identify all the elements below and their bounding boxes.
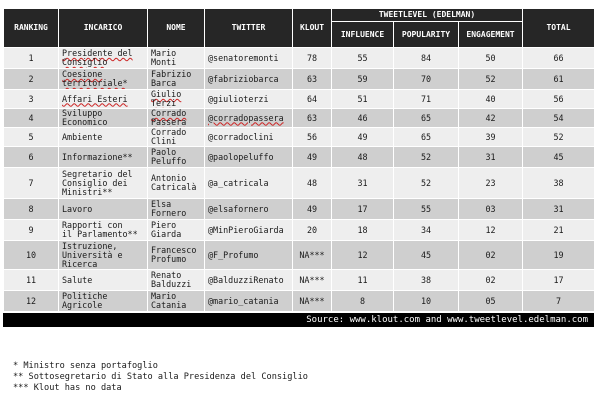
nome-cell-line: Catricalà — [151, 182, 197, 192]
nome-cell — [148, 90, 205, 109]
nome-cell — [148, 199, 205, 220]
popularity-cell: 10 — [394, 291, 459, 312]
nome-cell-line: Corrado — [151, 127, 187, 137]
twitter-cell: @paolopeluffo — [205, 147, 293, 168]
klout-cell: 63 — [293, 69, 332, 90]
twitter-cell: @corradopassera — [205, 109, 293, 128]
engagement-cell: 40 — [459, 90, 523, 109]
table-row — [4, 220, 595, 241]
incarico-cell-line: Ambiente — [62, 131, 103, 142]
total-cell: 21 — [523, 220, 595, 241]
table-row — [4, 291, 595, 312]
table-row — [4, 48, 595, 69]
total-cell: 17 — [523, 270, 595, 291]
popularity-cell: 84 — [394, 48, 459, 69]
ranking-table-container — [3, 8, 594, 327]
popularity-cell: 70 — [394, 69, 459, 90]
incarico-cell-line: Salute — [62, 274, 93, 285]
total-cell: 56 — [523, 90, 595, 109]
klout-cell: NA*** — [293, 291, 332, 312]
nome-cell — [148, 69, 205, 90]
footnote: ** Sottosegretario di Stato alla Presidenza del Consiglio — [13, 372, 308, 382]
incarico-cell-line: Consiglio — [62, 57, 108, 67]
table-row — [4, 241, 595, 270]
klout-cell: NA*** — [293, 241, 332, 270]
twitter-cell: @senatoremonti — [205, 48, 293, 69]
header-twitter: TWITTER — [205, 9, 293, 48]
nome-cell-line: Clini — [151, 136, 177, 146]
ranking-cell: 9 — [4, 220, 59, 241]
incarico-cell-line: Politiche — [62, 291, 108, 301]
engagement-cell: 03 — [459, 199, 523, 220]
influence-cell: 55 — [332, 48, 394, 69]
table-row — [4, 109, 595, 128]
twitter-cell: @MinPieroGiarda — [205, 220, 293, 241]
header-nome: NOME — [148, 9, 205, 48]
popularity-cell: 71 — [394, 90, 459, 109]
nome-cell-line: Barca — [151, 78, 177, 88]
nome-cell — [148, 48, 205, 69]
influence-cell: 8 — [332, 291, 394, 312]
engagement-cell: 31 — [459, 147, 523, 168]
incarico-cell-line: Economico — [62, 117, 108, 127]
engagement-cell: 23 — [459, 168, 523, 199]
ranking-cell: 12 — [4, 291, 59, 312]
nome-cell-line: Giulio — [151, 89, 182, 99]
header-klout: KLOUT — [293, 9, 332, 48]
incarico-cell — [59, 69, 148, 90]
klout-cell: NA*** — [293, 270, 332, 291]
incarico-cell — [59, 270, 148, 291]
nome-cell-line: Peluffo — [151, 156, 187, 166]
popularity-cell: 52 — [394, 147, 459, 168]
influence-cell: 46 — [332, 109, 394, 128]
incarico-cell — [59, 128, 148, 147]
header-engagement: ENGAGEMENT — [459, 22, 523, 48]
ranking-cell: 4 — [4, 109, 59, 128]
nome-cell-line: Monti — [151, 57, 177, 67]
nome-cell-line: Elsa — [151, 199, 172, 209]
table-row — [4, 199, 595, 220]
influence-cell: 17 — [332, 199, 394, 220]
influence-cell: 18 — [332, 220, 394, 241]
table-row — [4, 168, 595, 199]
engagement-cell: 02 — [459, 241, 523, 270]
incarico-cell — [59, 291, 148, 312]
header-total: TOTAL — [523, 9, 595, 48]
ranking-table-body — [4, 48, 595, 312]
influence-cell: 31 — [332, 168, 394, 199]
klout-cell: 49 — [293, 199, 332, 220]
influence-cell: 12 — [332, 241, 394, 270]
engagement-cell: 12 — [459, 220, 523, 241]
incarico-cell-line: Ministri** — [62, 186, 113, 197]
nome-cell — [148, 291, 205, 312]
klout-cell: 56 — [293, 128, 332, 147]
incarico-cell-line: Segretario del — [62, 168, 133, 179]
total-cell: 61 — [523, 69, 595, 90]
ranking-cell: 1 — [4, 48, 59, 69]
klout-cell: 78 — [293, 48, 332, 69]
total-cell: 31 — [523, 199, 595, 220]
ranking-cell: 6 — [4, 147, 59, 168]
incarico-cell-line: Istruzione, — [62, 240, 118, 251]
influence-cell: 11 — [332, 270, 394, 291]
incarico-cell — [59, 199, 148, 220]
nome-cell-line: Mario — [151, 291, 177, 301]
table-row — [4, 69, 595, 90]
incarico-cell — [59, 241, 148, 270]
incarico-cell-line: Informazione** — [62, 151, 133, 162]
incarico-cell — [59, 109, 148, 128]
total-cell: 66 — [523, 48, 595, 69]
ranking-cell: 10 — [4, 241, 59, 270]
total-cell: 19 — [523, 241, 595, 270]
header-tweetlevel: TWEETLEVEL (EDELMAN) — [332, 9, 523, 22]
popularity-cell: 65 — [394, 128, 459, 147]
twitter-cell: @BalduzziRenato — [205, 270, 293, 291]
influence-cell: 48 — [332, 147, 394, 168]
nome-cell-line: Profumo — [151, 254, 187, 264]
nome-cell-line: Renato — [151, 270, 182, 280]
engagement-cell: 39 — [459, 128, 523, 147]
influence-cell: 49 — [332, 128, 394, 147]
nome-cell-line: Fornero — [151, 208, 187, 218]
total-cell: 38 — [523, 168, 595, 199]
nome-cell — [148, 128, 205, 147]
incarico-cell-line: territoriale* — [62, 78, 128, 88]
twitter-cell: @corradoclini — [205, 128, 293, 147]
klout-cell: 64 — [293, 90, 332, 109]
ranking-cell: 3 — [4, 90, 59, 109]
nome-cell-line: Balduzzi — [151, 279, 192, 289]
nome-cell-line: Francesco — [151, 245, 197, 255]
source-bar: Source: www.klout.com and www.tweetlevel.edelman.com — [3, 313, 594, 327]
nome-cell-line: Passera — [151, 117, 187, 127]
header-ranking: RANKING — [4, 9, 59, 48]
total-cell: 7 — [523, 291, 595, 312]
table-row — [4, 128, 595, 147]
nome-cell-line: Corrado — [151, 108, 187, 118]
ranking-cell: 5 — [4, 128, 59, 147]
nome-cell-line: Giarda — [151, 229, 182, 239]
nome-cell — [148, 147, 205, 168]
twitter-cell: @a_catricala — [205, 168, 293, 199]
nome-cell-line: Mario — [151, 48, 177, 58]
klout-cell: 20 — [293, 220, 332, 241]
nome-cell — [148, 241, 205, 270]
header-popularity: POPULARITY — [394, 22, 459, 48]
nome-cell — [148, 270, 205, 291]
nome-cell-line: Piero — [151, 220, 177, 230]
klout-cell: 48 — [293, 168, 332, 199]
popularity-cell: 65 — [394, 109, 459, 128]
engagement-cell: 05 — [459, 291, 523, 312]
engagement-cell: 02 — [459, 270, 523, 291]
header-influence: INFLUENCE — [332, 22, 394, 48]
ranking-cell: 2 — [4, 69, 59, 90]
total-cell: 52 — [523, 128, 595, 147]
header-incarico: INCARICO — [59, 9, 148, 48]
nome-cell-line: Catania — [151, 300, 187, 310]
incarico-cell-line: Università e — [62, 249, 123, 260]
total-cell: 54 — [523, 109, 595, 128]
popularity-cell: 34 — [394, 220, 459, 241]
influence-cell: 59 — [332, 69, 394, 90]
footnote: *** Klout has no data — [13, 383, 122, 393]
ranking-cell: 8 — [4, 199, 59, 220]
total-cell: 45 — [523, 147, 595, 168]
header-row-top — [4, 9, 595, 22]
ranking-cell: 7 — [4, 168, 59, 199]
incarico-cell-line: Rapporti con — [62, 220, 123, 230]
incarico-cell — [59, 48, 148, 69]
popularity-cell: 52 — [394, 168, 459, 199]
incarico-cell-line: Lavoro — [62, 203, 93, 214]
incarico-cell-line: Coesione — [62, 69, 103, 79]
incarico-cell-line: Ricerca — [62, 258, 98, 269]
footnotes — [13, 361, 308, 394]
nome-cell — [148, 220, 205, 241]
popularity-cell: 38 — [394, 270, 459, 291]
table-row — [4, 90, 595, 109]
incarico-cell-line: Agricole — [62, 300, 103, 310]
engagement-cell: 50 — [459, 48, 523, 69]
table-row — [4, 147, 595, 168]
popularity-cell: 45 — [394, 241, 459, 270]
footnote: * Ministro senza portafoglio — [13, 361, 158, 371]
incarico-cell — [59, 168, 148, 199]
incarico-cell — [59, 90, 148, 109]
twitter-cell: @mario_catania — [205, 291, 293, 312]
incarico-cell-line: Consiglio dei — [62, 177, 128, 188]
nome-cell-line: Paolo — [151, 147, 177, 157]
klout-cell: 49 — [293, 147, 332, 168]
twitter-cell: @elsafornero — [205, 199, 293, 220]
incarico-cell-line: Affari Esteri — [62, 93, 128, 104]
incarico-cell-line: il Parlamento** — [62, 229, 138, 239]
nome-cell-line: Antonio — [151, 173, 187, 183]
incarico-cell — [59, 220, 148, 241]
twitter-cell: @giulioterzi — [205, 90, 293, 109]
incarico-cell-line: Presidente del — [62, 48, 133, 58]
incarico-cell — [59, 147, 148, 168]
engagement-cell: 52 — [459, 69, 523, 90]
nome-cell — [148, 168, 205, 199]
ranking-cell: 11 — [4, 270, 59, 291]
twitter-cell: @F_Profumo — [205, 241, 293, 270]
nome-cell — [148, 109, 205, 128]
influence-cell: 51 — [332, 90, 394, 109]
incarico-cell-line: Sviluppo — [62, 108, 103, 118]
ranking-table — [3, 8, 595, 312]
table-row — [4, 270, 595, 291]
klout-cell: 63 — [293, 109, 332, 128]
nome-cell-line: Fabrizio — [151, 69, 192, 79]
nome-cell-line: Terzi — [151, 98, 177, 108]
twitter-cell: @fabriziobarca — [205, 69, 293, 90]
popularity-cell: 55 — [394, 199, 459, 220]
engagement-cell: 42 — [459, 109, 523, 128]
